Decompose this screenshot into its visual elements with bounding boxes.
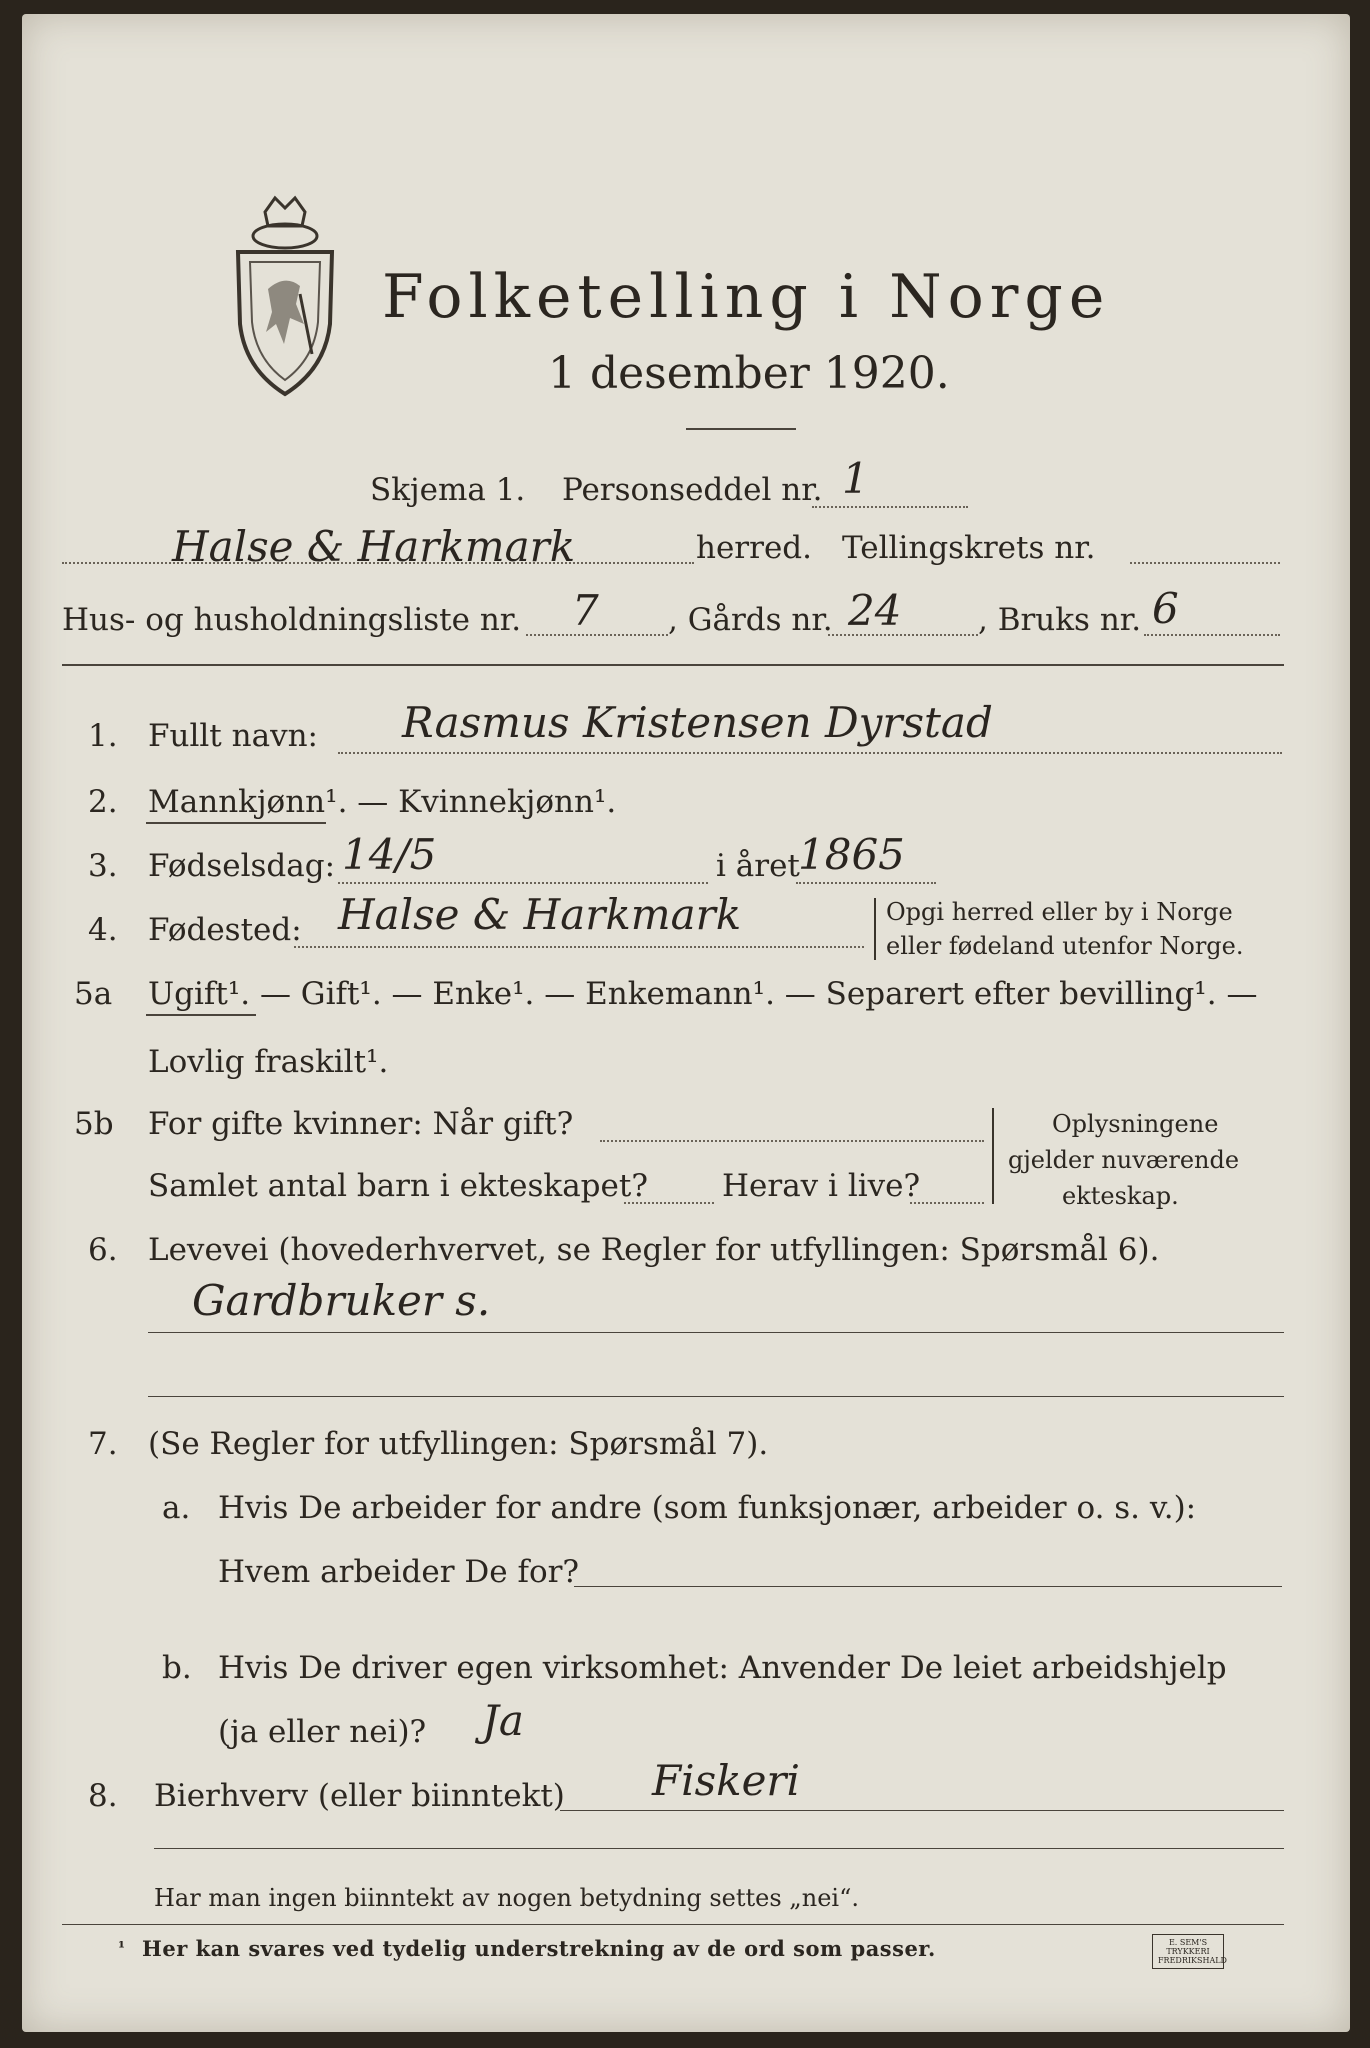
q5b-note-2: gjelder nuværende: [1008, 1146, 1240, 1174]
q7-label: (Se Regler for utfyllingen: Spørsmål 7).: [148, 1426, 769, 1462]
personseddel-label: Personseddel nr.: [562, 472, 823, 508]
printer-stamp: E. SEM'S TRYKKERI FREDRIKSHALD: [1152, 1934, 1224, 1969]
q5b-note-1: Oplysningene: [1052, 1110, 1219, 1138]
q5b-label: For gifte kvinner: Når gift?: [148, 1106, 574, 1142]
q1-line: [338, 752, 1282, 754]
q7b-label-2: (ja eller nei)?: [218, 1714, 427, 1750]
bruks-value[interactable]: 6: [1152, 584, 1179, 633]
q4-number: 4.: [88, 912, 118, 948]
q6-value[interactable]: Gardbruker s.: [192, 1276, 491, 1325]
q4-line: [294, 946, 864, 948]
q5a-label: Ugift¹. — Gift¹. — Enke¹. — Enkemann¹. — Separert efter bevilling¹. —: [148, 976, 1258, 1012]
personseddel-value[interactable]: 1: [842, 454, 869, 503]
q5b-children-line: [624, 1202, 714, 1204]
q4-label: Fødested:: [148, 912, 302, 948]
footnote-text: Her kan svares ved tydelig understrekning av de ord som passer.: [142, 1936, 936, 1961]
q4-note-1: Opgi herred eller by i Norge: [886, 898, 1233, 926]
q7a-label: Hvis De arbeider for andre (som funksjonær, arbeider o. s. v.):: [218, 1490, 1197, 1526]
q4-brace: [874, 898, 876, 960]
q3-number: 3.: [88, 848, 118, 884]
census-form: [22, 14, 1350, 2032]
q3-year-value[interactable]: 1865: [798, 830, 905, 879]
q8-number: 8.: [88, 1778, 118, 1814]
husliste-value[interactable]: 7: [572, 586, 599, 635]
q8-line-1: [560, 1810, 1284, 1811]
q7a-letter: a.: [162, 1490, 191, 1526]
q4-value[interactable]: Halse & Harkmark: [338, 890, 742, 939]
q5b-note-3: ekteskap.: [1062, 1182, 1179, 1210]
q7a-label-2: Hvem arbeider De for?: [218, 1554, 580, 1590]
q8-line-2: [154, 1848, 1284, 1849]
bruks-label: , Bruks nr.: [978, 602, 1142, 638]
q6-line-2: [148, 1396, 1284, 1397]
herred-value[interactable]: Halse & Harkmark: [172, 522, 576, 571]
q2-number: 2.: [88, 784, 118, 820]
footnote-mark: ¹: [118, 1938, 126, 1957]
q6-line-1: [148, 1332, 1284, 1333]
q5a-label-2: Lovlig fraskilt¹.: [148, 1044, 389, 1080]
footer-divider: [62, 1924, 1284, 1925]
tellingskrets-line: [1130, 562, 1280, 564]
q2-underline-mannkjonn: [146, 822, 326, 824]
form-date: 1 desember 1920.: [548, 348, 950, 399]
q7-number: 7.: [88, 1426, 118, 1462]
herred-label: herred.: [696, 530, 812, 566]
form-title: Folketelling i Norge: [382, 262, 1111, 332]
q7a-line: [574, 1586, 1282, 1587]
q5b-when-line: [600, 1140, 984, 1142]
q3-label: Fødselsdag:: [148, 848, 336, 884]
tellingskrets-label: Tellingskrets nr.: [842, 530, 1096, 566]
gards-value[interactable]: 24: [848, 586, 902, 635]
q1-label: Fullt navn:: [148, 718, 318, 754]
q5b-alive-line: [910, 1202, 984, 1204]
footer-note: Har man ingen biinntekt av nogen betydning settes „nei“.: [154, 1884, 859, 1912]
q2-label: Mannkjønn¹. — Kvinnekjønn¹.: [148, 784, 617, 820]
bruks-line: [1144, 634, 1280, 636]
q7b-label: Hvis De driver egen virksomhet: Anvender De leiet arbeidshjelp: [218, 1650, 1227, 1686]
q4-note-2: eller fødeland utenfor Norge.: [886, 932, 1244, 960]
q6-label: Levevei (hovederhvervet, se Regler for utfyllingen: Spørsmål 6).: [148, 1232, 1160, 1268]
personseddel-line: [812, 506, 968, 508]
q5b-label-2: Samlet antal barn i ekteskapet?: [148, 1168, 648, 1204]
coat-of-arms-emblem: [230, 194, 340, 404]
header-divider: [62, 664, 1284, 666]
skjema-label: Skjema 1.: [370, 472, 526, 508]
q5b-number: 5b: [74, 1106, 114, 1142]
q1-number: 1.: [88, 718, 118, 754]
q7b-value[interactable]: Ja: [482, 1696, 524, 1745]
title-underline: [686, 428, 796, 430]
q8-label: Bierhverv (eller biinntekt): [154, 1778, 565, 1814]
q3-day-line: [338, 882, 708, 884]
q3-day-value[interactable]: 14/5: [342, 830, 437, 879]
gards-label: , Gårds nr.: [668, 602, 833, 638]
q6-number: 6.: [88, 1232, 118, 1268]
q3-year-label: i året: [716, 848, 800, 884]
q8-value[interactable]: Fiskeri: [652, 1756, 800, 1805]
q7b-letter: b.: [162, 1650, 192, 1686]
q5b-label-3: Herav i live?: [722, 1168, 921, 1204]
q5a-number: 5a: [74, 976, 113, 1012]
q3-year-line: [796, 882, 936, 884]
husliste-label: Hus- og husholdningsliste nr.: [62, 602, 522, 638]
q5b-brace: [992, 1108, 994, 1204]
q1-value[interactable]: Rasmus Kristensen Dyrstad: [402, 698, 993, 747]
q5a-underline-ugift: [146, 1014, 256, 1016]
